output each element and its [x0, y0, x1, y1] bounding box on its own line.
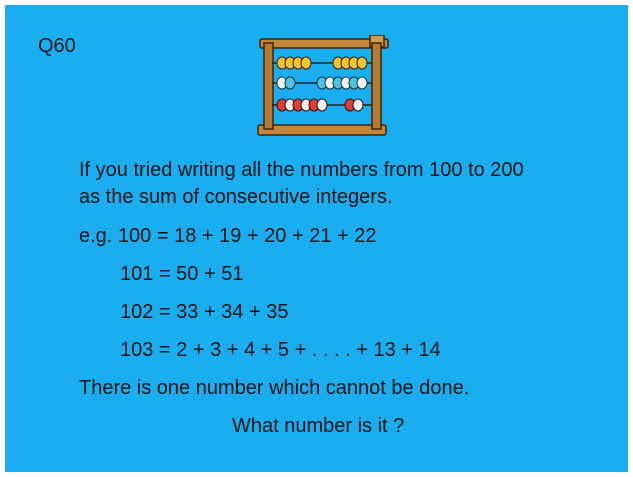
statement-line: There is one number which cannot be done. — [79, 377, 470, 399]
problem-line-1: If you tried writing all the numbers from 100 to 200 — [79, 159, 524, 181]
abacus-icon — [250, 35, 395, 143]
example-102: 102 = 33 + 34 + 35 — [120, 301, 289, 323]
example-103: 103 = 2 + 3 + 4 + 5 + . . . . + 13 + 14 — [120, 339, 441, 361]
problem-line-2: as the sum of consecutive integers. — [79, 186, 393, 208]
question-number: Q60 — [38, 35, 76, 57]
example-100: e.g. 100 = 18 + 19 + 20 + 21 + 22 — [79, 225, 377, 247]
example-101: 101 = 50 + 51 — [120, 263, 244, 285]
question-line: What number is it ? — [232, 415, 405, 437]
slide — [5, 5, 628, 472]
